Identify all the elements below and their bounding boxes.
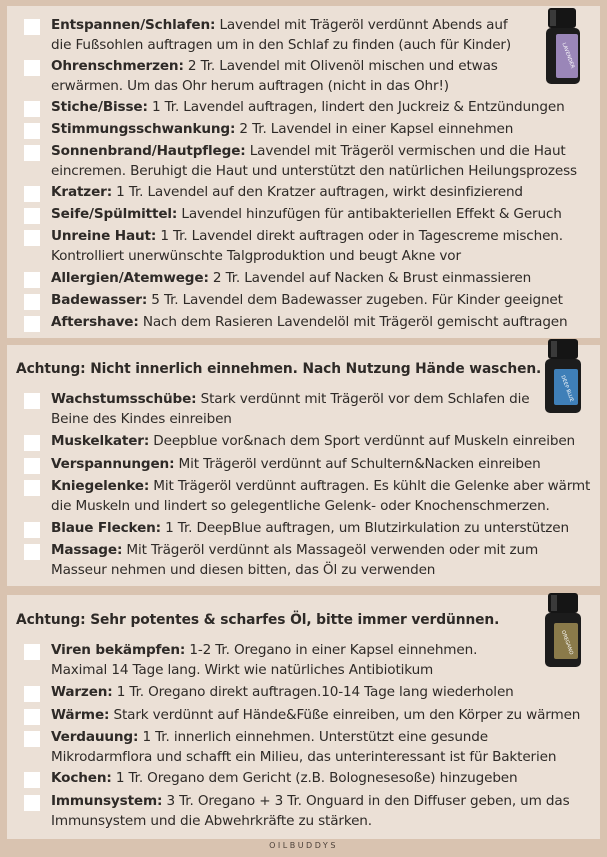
checkbox[interactable]	[24, 686, 40, 702]
list-item: Badewasser: 5 Tr. Lavendel dem Badewasser zugeben. Für Kinder geeignet	[24, 291, 563, 311]
oregano-bottle-icon	[542, 593, 586, 673]
list-item: Allergien/Atemwege: 2 Tr. Lavendel auf Nacken & Brust einmassieren	[24, 269, 531, 289]
checkbox[interactable]	[24, 480, 40, 496]
list-item: Ohrenschmerzen: 2 Tr. Lavendel mit Olivenöl mischen und etwas erwärmen. Um das Ohr herum auftragen (nicht in das Ohr!)	[24, 57, 498, 96]
list-item: Viren bekämpfen: 1-2 Tr. Oregano in einer Kapsel einnehmen. Maximal 14 Tage lang. Wirkt wie natürliches Antibiotikum	[24, 641, 477, 680]
list-item: Wachstumsschübe: Stark verdünnt mit Trägeröl vor dem Schlafen die Beine des Kindes einreiben	[24, 390, 529, 429]
checkbox[interactable]	[24, 123, 40, 139]
checkbox[interactable]	[24, 644, 40, 660]
checkbox[interactable]	[24, 316, 40, 332]
svg-text:OREGANO: OREGANO	[559, 629, 575, 656]
list-item: Kochen: 1 Tr. Oregano dem Gericht (z.B. Bolognesesoße) hinzugeben	[24, 769, 518, 789]
checkbox[interactable]	[24, 186, 40, 202]
list-item: Stimmungsschwankung: 2 Tr. Lavendel in einer Kapsel einnehmen	[24, 120, 513, 140]
lavender-panel	[7, 6, 600, 338]
checkbox[interactable]	[24, 522, 40, 538]
list-item: Seife/Spülmittel: Lavendel hinzufügen für antibakteriellen Effekt & Geruch	[24, 205, 562, 225]
checkbox[interactable]	[24, 795, 40, 811]
deepblue-panel	[7, 345, 600, 586]
checkbox[interactable]	[24, 19, 40, 35]
lavender-bottle-icon	[544, 8, 588, 90]
list-item: Warzen: 1 Tr. Oregano direkt auftragen.10-14 Tage lang wiederholen	[24, 683, 514, 703]
checkbox[interactable]	[24, 772, 40, 788]
checkbox[interactable]	[24, 145, 40, 161]
list-item: Sonnenbrand/Hautpflege: Lavendel mit Trägeröl vermischen und die Haut eincremen. Beruhigt die Haut und unterstützt den natürlichen Heilungsprozess	[24, 142, 577, 181]
checkbox[interactable]	[24, 60, 40, 76]
footer-logo: OILBUDDYS	[269, 841, 338, 850]
deepblue-bottle-icon	[542, 339, 586, 419]
list-item: Massage: Mit Trägeröl verdünnt als Massageöl verwenden oder mit zum Masseur nehmen und diesen bitten, das Öl zu verwenden	[24, 541, 538, 580]
list-item: Kratzer: 1 Tr. Lavendel auf den Kratzer auftragen, wirkt desinfizierend	[24, 183, 523, 203]
checkbox[interactable]	[24, 393, 40, 409]
checkbox[interactable]	[24, 294, 40, 310]
list-item: Aftershave: Nach dem Rasieren Lavendelöl mit Trägeröl gemischt auftragen	[24, 313, 567, 333]
list-item: Muskelkater: Deepblue vor&nach dem Sport verdünnt auf Muskeln einreiben	[24, 432, 575, 452]
list-item: Unreine Haut: 1 Tr. Lavendel direkt auftragen oder in Tagescreme mischen. Kontrolliert unerwünschte Talgproduktion und beugt Akne vor	[24, 227, 563, 266]
checkbox[interactable]	[24, 458, 40, 474]
checkbox[interactable]	[24, 230, 40, 246]
checkbox[interactable]	[24, 544, 40, 560]
warning-text: Achtung: Sehr potentes & scharfes Öl, bitte immer verdünnen.	[16, 612, 500, 628]
checkbox[interactable]	[24, 272, 40, 288]
list-item: Stiche/Bisse: 1 Tr. Lavendel auftragen, lindert den Juckreiz & Entzündungen	[24, 98, 565, 118]
list-item: Verspannungen: Mit Trägeröl verdünnt auf Schultern&Nacken einreiben	[24, 455, 541, 475]
list-item: Wärme: Stark verdünnt auf Hände&Füße einreiben, um den Körper zu wärmen	[24, 706, 580, 726]
list-item: Blaue Flecken: 1 Tr. DeepBlue auftragen, um Blutzirkulation zu unterstützen	[24, 519, 569, 539]
checkbox[interactable]	[24, 435, 40, 451]
checkbox[interactable]	[24, 101, 40, 117]
svg-text:LAVENDER: LAVENDER	[560, 42, 576, 70]
checkbox[interactable]	[24, 208, 40, 224]
oregano-panel	[7, 595, 600, 839]
list-item: Verdauung: 1 Tr. innerlich einnehmen. Unterstützt eine gesunde Mikrodarmflora und schafft ein Milieu, das unterinteressant ist für Bakterien	[24, 728, 556, 767]
list-item: Entspannen/Schlafen: Lavendel mit Trägeröl verdünnt Abends auf die Fußsohlen auftragen um in den Schlaf zu finden (auch für Kinder)	[24, 16, 511, 55]
list-item: Kniegelenke: Mit Trägeröl verdünnt auftragen. Es kühlt die Gelenke aber wärmt die Muskeln und lindert so gelegentliche Gelenk- oder Knochenschmerzen.	[24, 477, 590, 516]
checkbox[interactable]	[24, 709, 40, 725]
list-item: Immunsystem: 3 Tr. Oregano + 3 Tr. Onguard in den Diffuser geben, um das Immunsystem und die Abwehrkräfte zu stärken.	[24, 792, 570, 831]
warning-text: Achtung: Nicht innerlich einnehmen. Nach Nutzung Hände waschen.	[16, 361, 542, 377]
checkbox[interactable]	[24, 731, 40, 747]
svg-text:DEEP BLUE: DEEP BLUE	[559, 374, 575, 403]
